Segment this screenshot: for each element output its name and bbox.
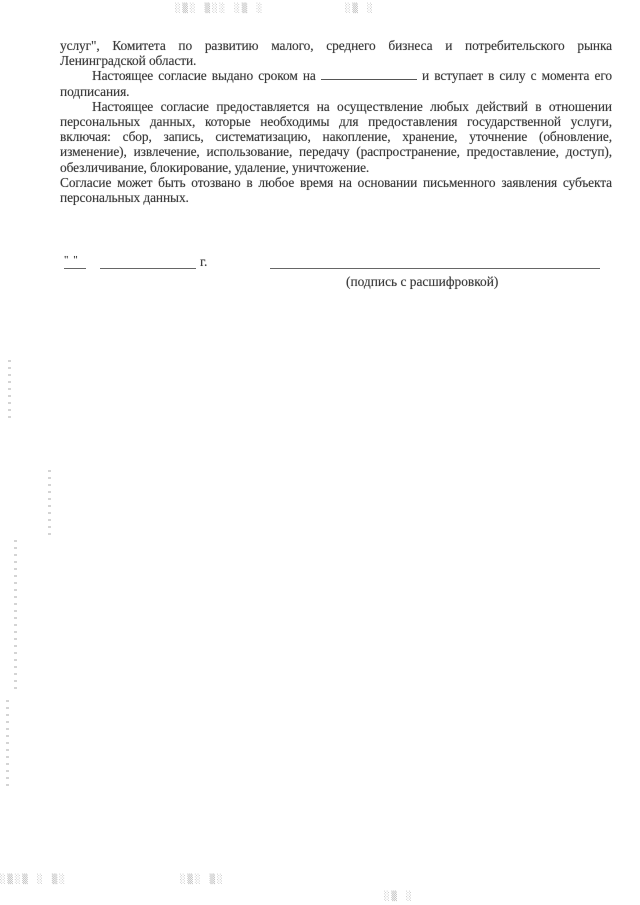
- scan-noise-left-3: [6, 700, 9, 790]
- term-blank-field: [321, 68, 417, 80]
- date-quotes: " ": [64, 254, 79, 266]
- scan-noise-bottom-mid: ░▒░ ▒░: [180, 875, 225, 885]
- paragraph-term: [60, 68, 612, 98]
- signature-row: [60, 254, 605, 294]
- year-suffix: г.: [200, 254, 208, 269]
- scan-noise-top: ░▒░ ▒░░ ░▒ ░: [175, 4, 265, 14]
- scan-noise-left-2: [14, 540, 17, 690]
- paragraph-scope: Настоящее согласие предоставляется на осуществление любых действий в отношении персональных данных, которые необходимы для предоставления государственной услуги, включая: сбор, запись, систематизацию, накопление, хранение, уточнение (обновление, изменение), извлечение, использование, передачу (распространение, предоставление, доступ), обезличивание, блокирование, удаление, уничтожение.: [60, 98, 612, 175]
- date-day-line: [64, 268, 86, 269]
- signature-caption: (подпись с расшифровкой): [346, 274, 499, 289]
- scan-noise-top-right: ░▒ ░: [345, 4, 375, 14]
- scan-noise-bottom-right: ░▒ ░: [384, 892, 414, 902]
- scan-noise-left-4: [48, 470, 51, 540]
- term-text-after: и вступает в силу с момента его подписания.: [60, 68, 613, 99]
- term-text-before: Настоящее согласие выдано сроком на: [92, 68, 321, 84]
- paragraph-service-reference: услуг", Комитета по развитию малого, среднего бизнеса и потребительского рынка Ленинградской области.: [60, 38, 612, 69]
- scan-noise-left-1: [8, 360, 11, 420]
- paragraph-revocation: Согласие может быть отозвано в любое время на основании письменного заявления субъекта персональных данных.: [60, 174, 612, 206]
- consent-text: [60, 38, 612, 205]
- scan-noise-bottom-left: ░▒░▒ ░ ▒░: [0, 875, 67, 885]
- signature-line: [270, 268, 600, 269]
- date-month-line: [100, 268, 196, 269]
